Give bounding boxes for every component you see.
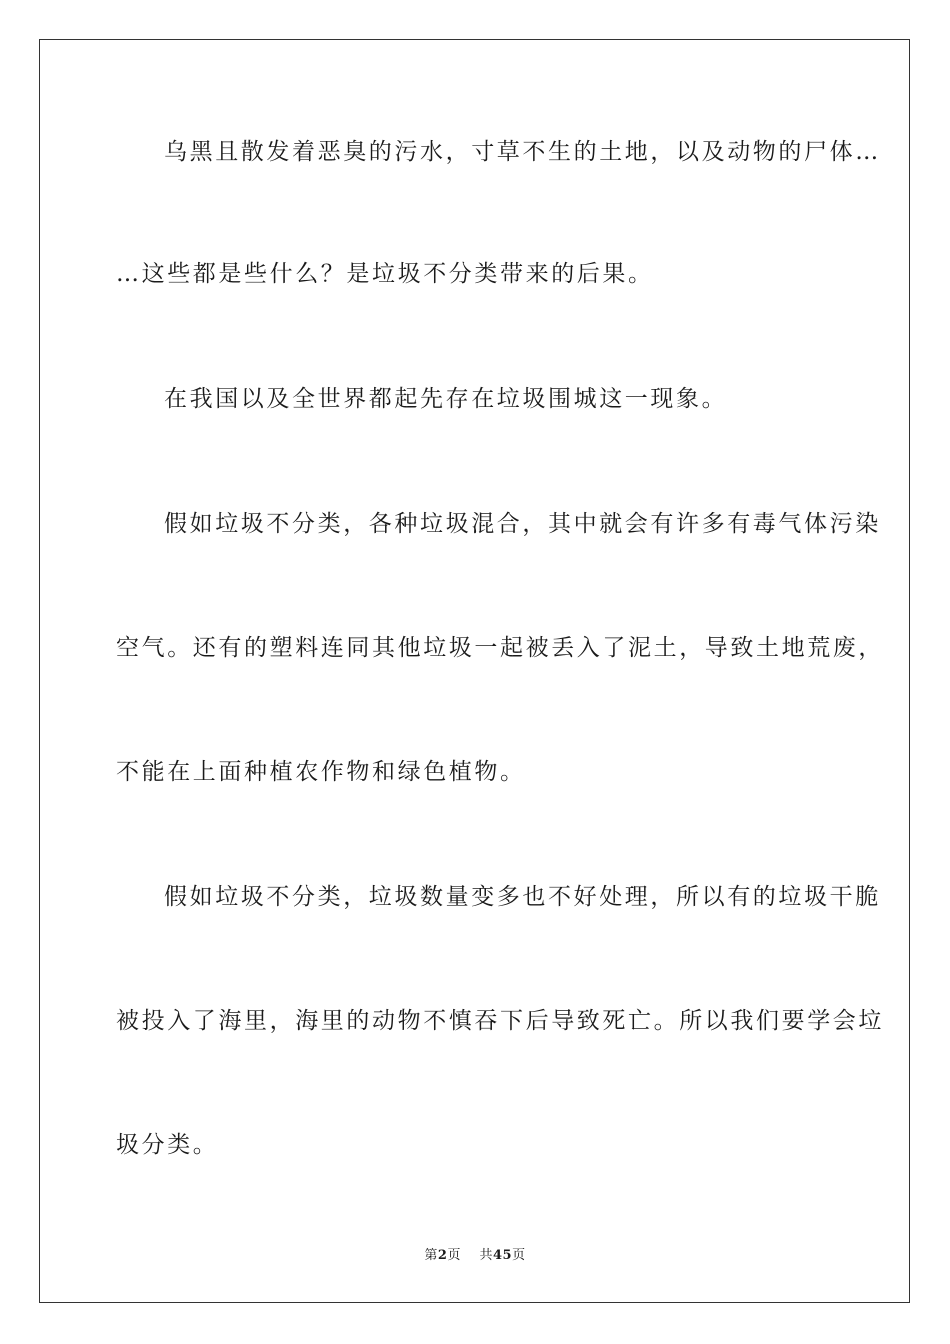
paragraph-4-line-3: 圾分类。: [116, 1132, 219, 1158]
page-border: [39, 39, 910, 1303]
paragraph-4-line-1: 假如垃圾不分类，垃圾数量变多也不好处理，所以有的垃圾干脆: [164, 884, 881, 910]
paragraph-4-line-2: 被投入了海里，海里的动物不慎吞下后导致死亡。所以我们要学会垃: [116, 1008, 884, 1034]
paragraph-1-line-2: …这些都是些什么？是垃圾不分类带来的后果。: [116, 261, 654, 287]
paragraph-3-line-2: 空气。还有的塑料连同其他垃圾一起被丢入了泥土，导致土地荒废，: [116, 635, 884, 661]
current-page-number: 2: [437, 1248, 448, 1263]
footer-prefix: 第: [424, 1248, 438, 1263]
paragraph-3-line-1: 假如垃圾不分类，各种垃圾混合，其中就会有许多有毒气体污染: [164, 511, 881, 537]
paragraph-1-line-1: 乌黑且散发着恶臭的污水，寸草不生的土地，以及动物的尸体…: [164, 139, 881, 165]
footer-total-prefix: 共: [479, 1248, 493, 1263]
paragraph-2-line-1: 在我国以及全世界都起先存在垃圾围城这一现象。: [164, 386, 728, 412]
page-footer: [0, 1247, 950, 1265]
footer-page-suffix: 页: [447, 1248, 461, 1263]
paragraph-3-line-3: 不能在上面种植农作物和绿色植物。: [116, 759, 526, 785]
total-page-count: 45: [493, 1248, 513, 1263]
footer-total-suffix: 页: [512, 1248, 526, 1263]
